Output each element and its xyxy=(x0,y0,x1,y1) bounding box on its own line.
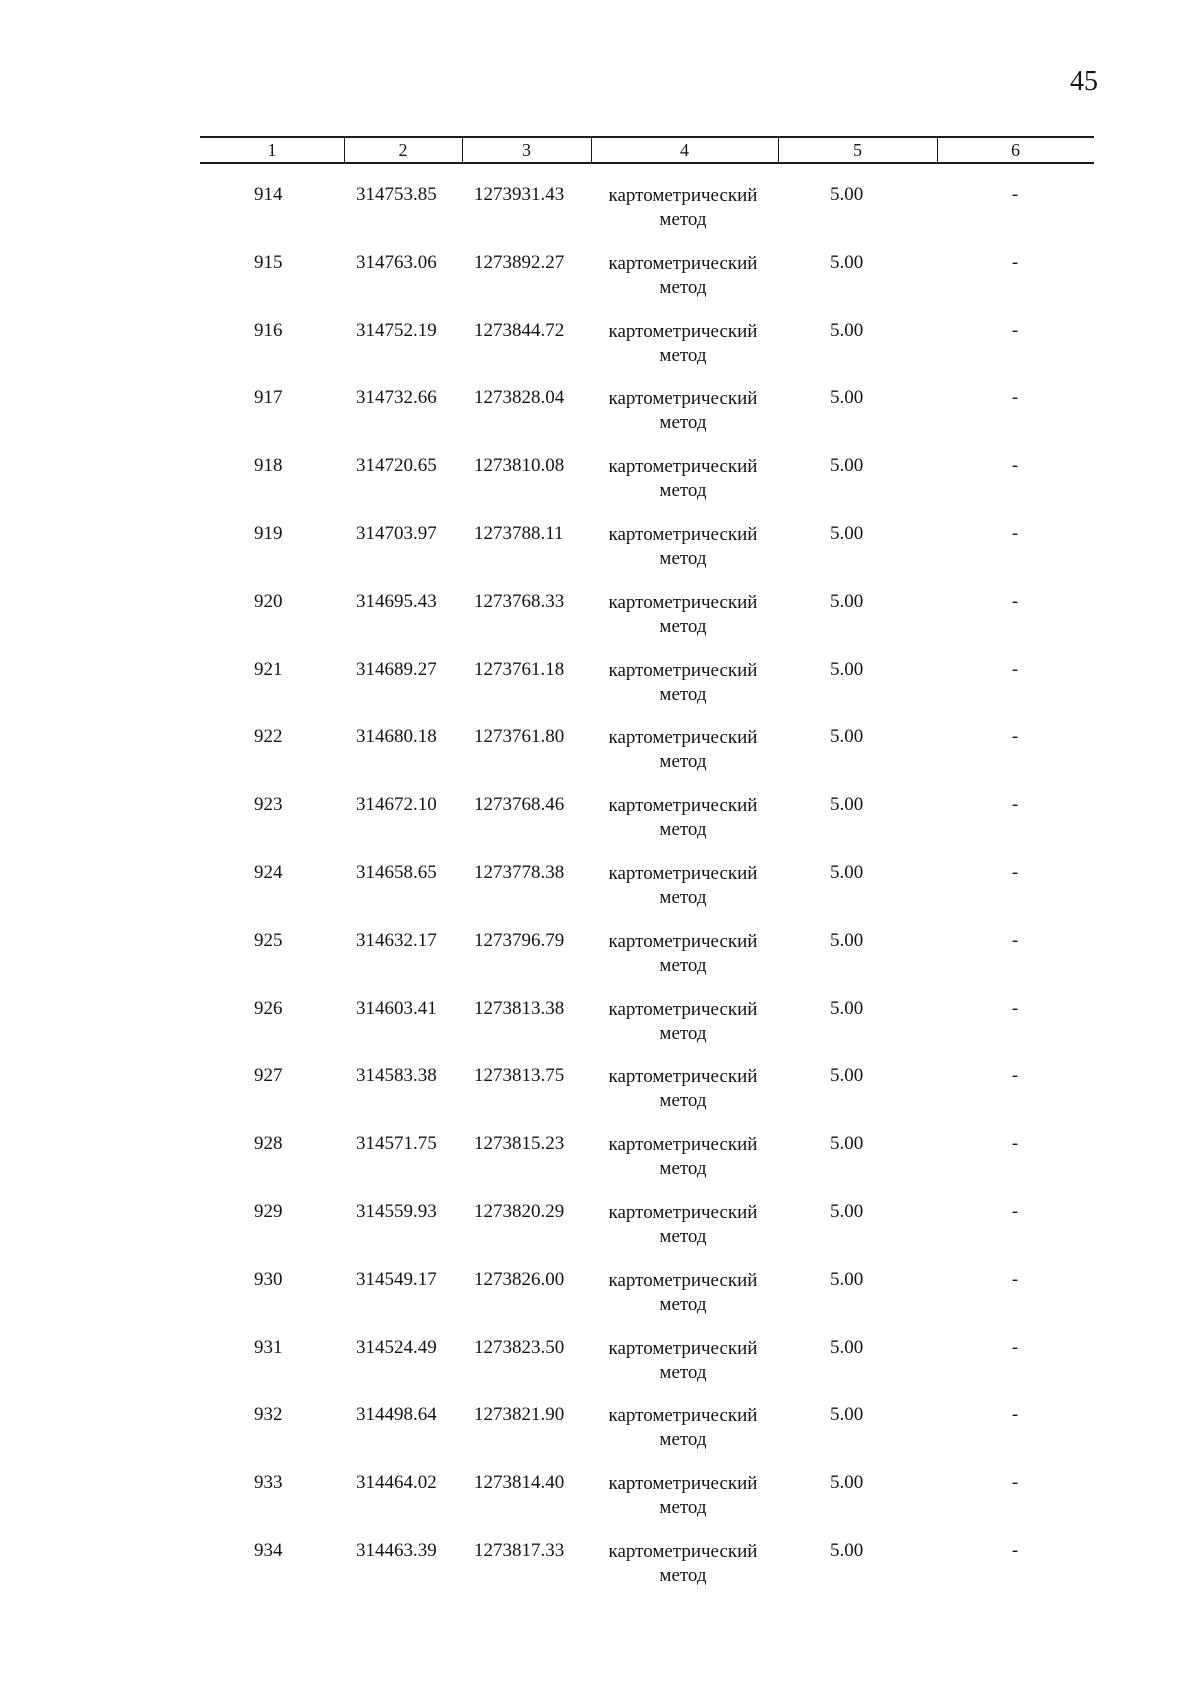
method-line-2: метод xyxy=(659,1293,707,1315)
method-line-1: картометрический xyxy=(608,998,758,1020)
method-cell xyxy=(578,1540,788,1588)
column-header-5: 5 xyxy=(853,140,862,160)
method-cell xyxy=(578,726,788,774)
coordinate-y: 1273814.40 xyxy=(474,1472,565,1494)
coordinate-x: 314524.49 xyxy=(356,1336,437,1358)
accuracy-value: 5.00 xyxy=(830,1336,864,1358)
coordinate-x: 314753.85 xyxy=(356,184,437,205)
note-value: - xyxy=(1011,1539,1019,1561)
coordinate-y: 1273778.38 xyxy=(474,861,565,883)
coordinate-x: 314603.41 xyxy=(356,997,437,1019)
table-row xyxy=(0,1404,1200,1472)
accuracy-value: 5.00 xyxy=(830,387,864,409)
note-value: - xyxy=(1011,997,1019,1019)
method-line-1: картометрический xyxy=(608,1540,758,1562)
accuracy-value: 5.00 xyxy=(830,251,864,273)
point-number: 925 xyxy=(254,929,283,951)
method-cell xyxy=(578,1065,788,1113)
coordinate-x: 314498.64 xyxy=(356,1404,437,1426)
point-number: 918 xyxy=(254,455,283,477)
method-line-1: картометрический xyxy=(608,1134,758,1156)
coordinate-y: 1273815.23 xyxy=(474,1133,565,1155)
point-number: 931 xyxy=(254,1336,283,1358)
method-line-1: картометрический xyxy=(608,252,758,274)
coordinate-y: 1273817.33 xyxy=(474,1539,565,1561)
point-number: 919 xyxy=(254,522,283,544)
note-value: - xyxy=(1011,1200,1019,1222)
coordinate-x: 314559.93 xyxy=(356,1200,437,1222)
accuracy-value: 5.00 xyxy=(830,1539,864,1561)
coordinate-y: 1273813.38 xyxy=(474,997,565,1019)
method-line-1: картометрический xyxy=(608,185,758,206)
point-number: 926 xyxy=(254,997,283,1019)
method-cell xyxy=(578,184,788,232)
coordinate-y: 1273788.11 xyxy=(474,522,564,544)
method-line-2: метод xyxy=(659,1225,707,1247)
point-number: 932 xyxy=(254,1404,283,1426)
note-value: - xyxy=(1011,929,1019,951)
accuracy-value: 5.00 xyxy=(830,184,864,205)
method-line-2: метод xyxy=(659,547,707,569)
coordinate-x: 314571.75 xyxy=(356,1133,437,1155)
coordinate-x: 314752.19 xyxy=(356,319,437,341)
table-row xyxy=(0,1133,1200,1201)
method-cell xyxy=(578,387,788,435)
table-row xyxy=(0,252,1200,320)
point-number: 920 xyxy=(254,590,283,612)
table-row xyxy=(0,1201,1200,1269)
method-cell xyxy=(578,659,788,707)
method-cell xyxy=(578,591,788,639)
column-header-4: 4 xyxy=(680,140,689,160)
coordinate-y: 1273810.08 xyxy=(474,455,565,477)
method-line-1: картометрический xyxy=(608,591,758,613)
method-line-2: метод xyxy=(659,819,707,841)
coordinate-y: 1273821.90 xyxy=(474,1404,565,1426)
method-cell xyxy=(578,1472,788,1520)
coordinate-y: 1273820.29 xyxy=(474,1200,565,1222)
accuracy-value: 5.00 xyxy=(830,726,864,748)
method-line-1: картометрический xyxy=(608,388,758,410)
accuracy-value: 5.00 xyxy=(830,590,864,612)
coordinate-y: 1273844.72 xyxy=(474,319,565,341)
note-value: - xyxy=(1011,1336,1019,1358)
method-line-1: картометрический xyxy=(608,862,758,884)
method-line-1: картометрический xyxy=(608,456,758,478)
coordinate-y: 1273768.46 xyxy=(474,794,565,816)
accuracy-value: 5.00 xyxy=(830,929,864,951)
method-line-2: метод xyxy=(659,1158,707,1180)
method-line-1: картометрический xyxy=(608,727,758,749)
note-value: - xyxy=(1011,319,1019,341)
method-line-1: картометрический xyxy=(608,930,758,952)
method-line-2: метод xyxy=(659,683,707,705)
note-value: - xyxy=(1011,658,1019,680)
accuracy-value: 5.00 xyxy=(830,861,864,883)
point-number: 927 xyxy=(254,1065,283,1087)
coordinate-x: 314763.06 xyxy=(356,251,437,273)
column-header-3: 3 xyxy=(522,140,531,160)
table-row xyxy=(0,998,1200,1066)
note-value: - xyxy=(1011,1472,1019,1494)
point-number: 914 xyxy=(254,184,283,205)
coordinate-x: 314689.27 xyxy=(356,658,437,680)
accuracy-value: 5.00 xyxy=(830,794,864,816)
table-row xyxy=(0,1540,1200,1608)
accuracy-value: 5.00 xyxy=(830,522,864,544)
method-line-2: метод xyxy=(659,1429,707,1451)
method-line-1: картометрический xyxy=(608,795,758,817)
coordinate-y: 1273796.79 xyxy=(474,929,565,951)
note-value: - xyxy=(1011,455,1019,477)
accuracy-value: 5.00 xyxy=(830,658,864,680)
coordinate-y: 1273823.50 xyxy=(474,1336,565,1358)
method-cell xyxy=(578,1404,788,1452)
note-value: - xyxy=(1011,184,1019,205)
point-number: 934 xyxy=(254,1539,283,1561)
method-line-1: картометрический xyxy=(608,1337,758,1359)
note-value: - xyxy=(1011,794,1019,816)
method-line-1: картометрический xyxy=(608,1473,758,1495)
table-row xyxy=(0,455,1200,523)
note-value: - xyxy=(1011,387,1019,409)
method-line-2: метод xyxy=(659,1361,707,1383)
table-header xyxy=(200,136,1094,164)
point-number: 928 xyxy=(254,1133,283,1155)
coordinate-y: 1273892.27 xyxy=(474,251,565,273)
method-line-2: метод xyxy=(659,209,707,230)
method-line-2: метод xyxy=(659,412,707,434)
method-cell xyxy=(578,794,788,842)
accuracy-value: 5.00 xyxy=(830,997,864,1019)
table-row xyxy=(0,862,1200,930)
coordinate-x: 314583.38 xyxy=(356,1065,437,1087)
method-line-1: картометрический xyxy=(608,320,758,342)
coordinate-x: 314549.17 xyxy=(356,1268,437,1290)
point-number: 933 xyxy=(254,1472,283,1494)
coordinate-x: 314680.18 xyxy=(356,726,437,748)
method-cell xyxy=(578,1337,788,1385)
table-row xyxy=(0,794,1200,862)
accuracy-value: 5.00 xyxy=(830,1472,864,1494)
table-row xyxy=(0,184,1200,252)
accuracy-value: 5.00 xyxy=(830,1404,864,1426)
accuracy-value: 5.00 xyxy=(830,1200,864,1222)
coordinate-x: 314695.43 xyxy=(356,590,437,612)
coordinate-y: 1273761.80 xyxy=(474,726,565,748)
note-value: - xyxy=(1011,1404,1019,1426)
table-row xyxy=(0,726,1200,794)
method-cell xyxy=(578,1133,788,1181)
method-line-1: картометрический xyxy=(608,659,758,681)
method-cell xyxy=(578,252,788,300)
accuracy-value: 5.00 xyxy=(830,1133,864,1155)
coordinate-y: 1273828.04 xyxy=(474,387,565,409)
point-number: 917 xyxy=(254,387,283,409)
coordinate-x: 314732.66 xyxy=(356,387,437,409)
coordinate-x: 314672.10 xyxy=(356,794,437,816)
coordinate-y: 1273768.33 xyxy=(474,590,565,612)
accuracy-value: 5.00 xyxy=(830,1065,864,1087)
point-number: 930 xyxy=(254,1268,283,1290)
method-line-1: картометрический xyxy=(608,1405,758,1427)
note-value: - xyxy=(1011,726,1019,748)
note-value: - xyxy=(1011,861,1019,883)
method-line-2: метод xyxy=(659,1564,707,1586)
method-cell xyxy=(578,320,788,368)
column-header-6: 6 xyxy=(1011,140,1020,160)
table-row xyxy=(0,320,1200,388)
coordinate-x: 314720.65 xyxy=(356,455,437,477)
table-body xyxy=(0,184,1200,1608)
page-number: 45 xyxy=(1070,66,1098,97)
method-cell xyxy=(578,523,788,571)
method-line-2: метод xyxy=(659,954,707,976)
coordinate-x: 314632.17 xyxy=(356,929,437,951)
table-row xyxy=(0,1337,1200,1405)
table-row xyxy=(0,1065,1200,1133)
coordinate-y: 1273761.18 xyxy=(474,658,565,680)
table-row xyxy=(0,523,1200,591)
method-cell xyxy=(578,1201,788,1249)
method-cell xyxy=(578,455,788,503)
method-line-1: картометрический xyxy=(608,523,758,545)
table-row xyxy=(0,387,1200,455)
column-header-1: 1 xyxy=(267,140,277,160)
method-line-2: метод xyxy=(659,1497,707,1519)
table-row xyxy=(0,1269,1200,1337)
coordinate-x: 314464.02 xyxy=(356,1472,437,1494)
method-line-1: картометрический xyxy=(608,1201,758,1223)
method-line-2: метод xyxy=(659,751,707,773)
accuracy-value: 5.00 xyxy=(830,1268,864,1290)
table-row xyxy=(0,930,1200,998)
note-value: - xyxy=(1011,1133,1019,1155)
point-number: 929 xyxy=(254,1200,283,1222)
method-cell xyxy=(578,930,788,978)
method-line-1: картометрический xyxy=(608,1066,758,1088)
table-row xyxy=(0,591,1200,659)
method-line-2: метод xyxy=(659,615,707,637)
method-line-2: метод xyxy=(659,276,707,298)
note-value: - xyxy=(1011,251,1019,273)
point-number: 924 xyxy=(254,861,283,883)
method-line-1: картометрический xyxy=(608,1269,758,1291)
method-line-2: метод xyxy=(659,1022,707,1044)
coordinate-y: 1273931.43 xyxy=(474,184,565,205)
coordinate-y: 1273813.75 xyxy=(474,1065,565,1087)
note-value: - xyxy=(1011,522,1019,544)
point-number: 922 xyxy=(254,726,283,748)
coordinate-x: 314703.97 xyxy=(356,522,437,544)
point-number: 915 xyxy=(254,251,283,273)
method-line-2: метод xyxy=(659,344,707,366)
method-line-2: метод xyxy=(659,886,707,908)
method-cell xyxy=(578,1269,788,1317)
point-number: 921 xyxy=(254,658,283,680)
point-number: 916 xyxy=(254,319,283,341)
method-cell xyxy=(578,998,788,1046)
method-cell xyxy=(578,862,788,910)
method-line-2: метод xyxy=(659,480,707,502)
coordinate-y: 1273826.00 xyxy=(474,1268,565,1290)
accuracy-value: 5.00 xyxy=(830,455,864,477)
point-number: 923 xyxy=(254,794,283,816)
coordinate-x: 314658.65 xyxy=(356,861,437,883)
table-row xyxy=(0,1472,1200,1540)
note-value: - xyxy=(1011,590,1019,612)
note-value: - xyxy=(1011,1268,1019,1290)
table-row xyxy=(0,659,1200,727)
note-value: - xyxy=(1011,1065,1019,1087)
column-header-2: 2 xyxy=(398,140,408,160)
accuracy-value: 5.00 xyxy=(830,319,864,341)
method-line-2: метод xyxy=(659,1090,707,1112)
coordinate-x: 314463.39 xyxy=(356,1539,437,1561)
